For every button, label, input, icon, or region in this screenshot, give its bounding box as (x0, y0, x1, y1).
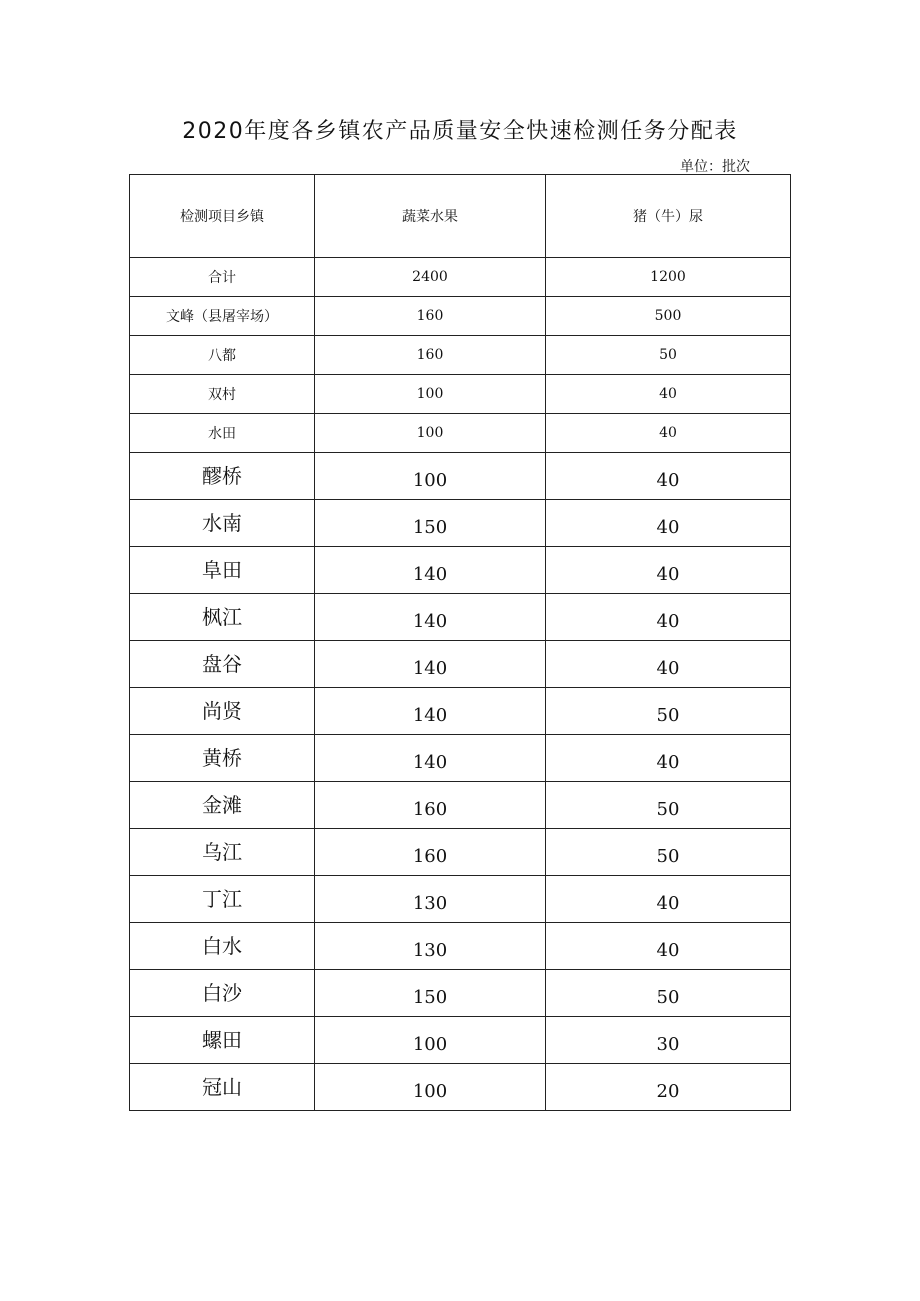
table-header-row (130, 175, 791, 258)
urine-count-cell: 50 (546, 782, 791, 829)
table-row (130, 375, 791, 414)
vegetables-count-cell: 2400 (315, 258, 546, 297)
township-cell: 黄桥 (130, 735, 315, 782)
urine-count-cell: 40 (546, 547, 791, 594)
vegetables-count-cell: 130 (315, 876, 546, 923)
table-row (130, 1064, 791, 1111)
township-cell: 金滩 (130, 782, 315, 829)
urine-count-cell: 40 (546, 375, 791, 414)
vegetables-count-cell: 100 (315, 1064, 546, 1111)
task-allocation-table (129, 174, 791, 1111)
table-row (130, 829, 791, 876)
township-cell: 乌江 (130, 829, 315, 876)
table-row (130, 688, 791, 735)
urine-count-cell: 40 (546, 453, 791, 500)
table-row (130, 336, 791, 375)
township-cell: 尚贤 (130, 688, 315, 735)
vegetables-count-cell: 160 (315, 297, 546, 336)
vegetables-count-cell: 160 (315, 336, 546, 375)
urine-count-cell: 50 (546, 970, 791, 1017)
township-cell: 白水 (130, 923, 315, 970)
vegetables-count-cell: 160 (315, 782, 546, 829)
table-row (130, 1017, 791, 1064)
table-row (130, 970, 791, 1017)
table-row (130, 258, 791, 297)
township-cell: 合计 (130, 258, 315, 297)
urine-count-cell: 50 (546, 336, 791, 375)
vegetables-count-cell: 130 (315, 923, 546, 970)
township-cell: 枫江 (130, 594, 315, 641)
vegetables-count-cell: 140 (315, 594, 546, 641)
township-cell: 盘谷 (130, 641, 315, 688)
township-cell: 文峰（县屠宰场） (130, 297, 315, 336)
header-corner-cell: 检测项目乡镇 (130, 175, 315, 258)
urine-count-cell: 40 (546, 641, 791, 688)
table-row (130, 876, 791, 923)
header-pig-cattle-urine: 猪（牛）尿 (546, 175, 791, 258)
table-row (130, 923, 791, 970)
township-cell: 水田 (130, 414, 315, 453)
urine-count-cell: 500 (546, 297, 791, 336)
vegetables-count-cell: 100 (315, 1017, 546, 1064)
vegetables-count-cell: 140 (315, 641, 546, 688)
table-row (130, 594, 791, 641)
urine-count-cell: 40 (546, 414, 791, 453)
vegetables-count-cell: 140 (315, 688, 546, 735)
township-cell: 冠山 (130, 1064, 315, 1111)
urine-count-cell: 1200 (546, 258, 791, 297)
urine-count-cell: 40 (546, 735, 791, 782)
township-cell: 丁江 (130, 876, 315, 923)
table-row (130, 735, 791, 782)
urine-count-cell: 20 (546, 1064, 791, 1111)
vegetables-count-cell: 100 (315, 453, 546, 500)
vegetables-count-cell: 100 (315, 414, 546, 453)
table-row (130, 414, 791, 453)
township-cell: 八都 (130, 336, 315, 375)
vegetables-count-cell: 100 (315, 375, 546, 414)
township-cell: 水南 (130, 500, 315, 547)
table-row (130, 782, 791, 829)
vegetables-count-cell: 150 (315, 970, 546, 1017)
urine-count-cell: 40 (546, 500, 791, 547)
table-row (130, 453, 791, 500)
vegetables-count-cell: 150 (315, 500, 546, 547)
vegetables-count-cell: 140 (315, 547, 546, 594)
township-cell: 螺田 (130, 1017, 315, 1064)
header-vegetables-fruits: 蔬菜水果 (315, 175, 546, 258)
vegetables-count-cell: 160 (315, 829, 546, 876)
page-title: 2020年度各乡镇农产品质量安全快速检测任务分配表 (182, 119, 738, 144)
table-body (130, 175, 791, 1111)
township-cell: 阜田 (130, 547, 315, 594)
urine-count-cell: 50 (546, 829, 791, 876)
urine-count-cell: 50 (546, 688, 791, 735)
table-row (130, 641, 791, 688)
vegetables-count-cell: 140 (315, 735, 546, 782)
township-cell: 醪桥 (130, 453, 315, 500)
table-row (130, 297, 791, 336)
table-row (130, 547, 791, 594)
urine-count-cell: 40 (546, 876, 791, 923)
table-row (130, 500, 791, 547)
urine-count-cell: 40 (546, 923, 791, 970)
unit-label: 单位：批次 (680, 159, 750, 175)
township-cell: 白沙 (130, 970, 315, 1017)
urine-count-cell: 40 (546, 594, 791, 641)
township-cell: 双村 (130, 375, 315, 414)
urine-count-cell: 30 (546, 1017, 791, 1064)
